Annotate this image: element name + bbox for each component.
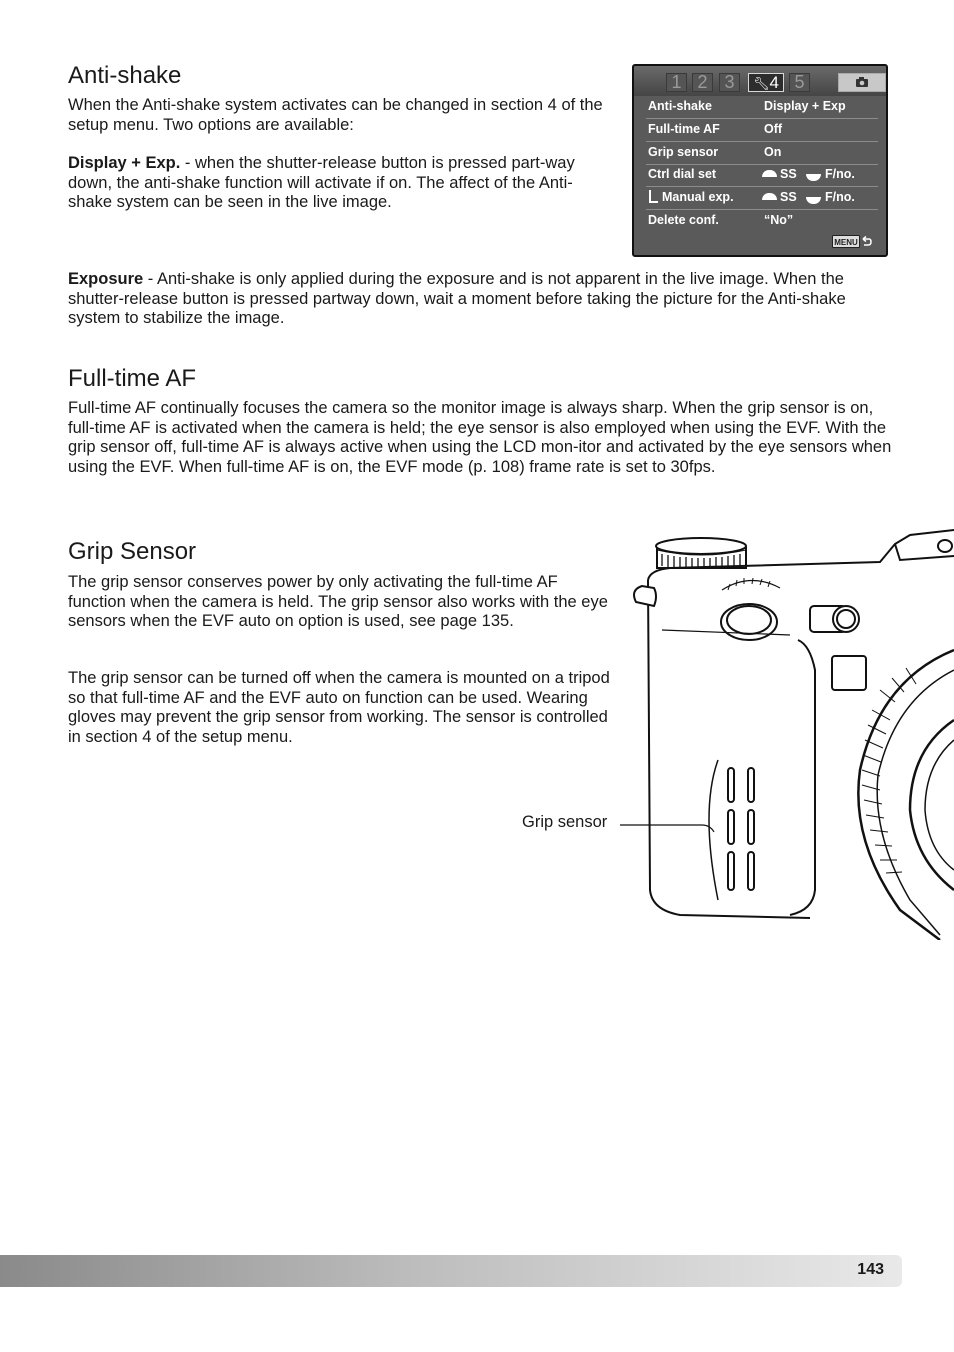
menu-row-manual-exp <box>646 187 878 210</box>
menu-row-value: SS <box>780 190 797 204</box>
menu-return-icon <box>832 235 872 248</box>
anti-shake-intro: When the Anti-shake system activates can be changed in section 4 of the setup menu. Two options are available: <box>68 96 603 134</box>
menu-row-value: On <box>764 145 782 159</box>
wrench-icon: 🔧︎ <box>753 76 770 91</box>
tab-3: 3 <box>719 73 740 92</box>
display-exp-text: - when the shutter-release button is pressed part-way down, the anti-shake function will activate if on. The affect of the Anti-shake system can be seen in the live image. <box>68 154 575 211</box>
grip-sensor-para-1: The grip sensor conserves power by only activating the full-time AF function when the camera is held. The grip sensor also works with the eye sensors when the EVF auto on option is used, see page 135. <box>68 573 608 630</box>
menu-row-label: Grip sensor <box>648 145 719 159</box>
menu-row-label: Ctrl dial set <box>648 167 717 181</box>
rear-dial-icon <box>806 174 821 181</box>
camera-icon <box>855 76 869 88</box>
full-time-af-heading: Full-time AF <box>68 365 197 392</box>
menu-row-value: SS <box>780 167 797 181</box>
menu-row-label: Manual exp. <box>662 190 734 204</box>
menu-row-full-time-af <box>646 119 878 142</box>
menu-row-grip-sensor <box>646 142 878 165</box>
front-dial-icon <box>762 170 777 177</box>
grip-sensor-heading: Grip Sensor <box>68 538 197 565</box>
full-time-af-text: Full-time AF continually focuses the camera so the monitor image is always sharp. When the grip sensor is on, full-time AF is activated when the camera is held; the eye sensor is also employed when using the EVF. With the grip sensor off, full-time AF is always active when using the LCD mon-itor and activated by the eye sensors when using the EVF. When full-time AF is on, the EVF mode (p. 108) frame rate is set to 30fps. <box>68 399 892 476</box>
exposure-text: - Anti-shake is only applied during the exposure and is not apparent in the live image. When the shutter-release button is pressed partway down, wait a moment before taking the picture for the Anti-shake system to stabilize the image. <box>68 270 846 327</box>
menu-row-value-2: F/no. <box>825 167 855 181</box>
exposure-paragraph <box>68 270 898 329</box>
tab-4-label: 4 <box>769 73 779 92</box>
menu-row-value: Display + Exp <box>764 99 846 113</box>
menu-row-label: Delete conf. <box>648 213 719 227</box>
anti-shake-heading: Anti-shake <box>68 62 182 89</box>
front-dial-icon <box>762 193 777 200</box>
grip-sensor-callout: Grip sensor <box>522 813 608 831</box>
menu-row-value: “No” <box>764 213 794 227</box>
menu-tabs <box>634 66 886 96</box>
menu-row-label: Full-time AF <box>648 122 720 136</box>
menu-row-ctrl-dial-set <box>646 164 878 187</box>
menu-row-delete-conf <box>646 210 878 232</box>
tab-1: 1 <box>666 73 687 92</box>
menu-row-anti-shake <box>646 96 878 119</box>
rear-dial-icon <box>806 197 821 204</box>
svg-text:MENU: MENU <box>834 238 858 247</box>
sub-item-bracket-icon <box>648 190 658 207</box>
tab-camera <box>838 73 886 92</box>
display-exp-paragraph <box>68 154 608 213</box>
page-number: 143 <box>857 1261 884 1278</box>
menu-row-value: Off <box>764 122 783 136</box>
exposure-term: Exposure <box>68 270 144 288</box>
display-exp-term: Display + Exp. <box>68 154 181 172</box>
tab-4-active <box>748 73 784 92</box>
menu-row-label: Anti-shake <box>648 99 712 113</box>
menu-row-value-2: F/no. <box>825 190 855 204</box>
grip-sensor-para-2: The grip sensor can be turned off when the camera is mounted on a tripod so that full-time AF and the EVF auto on function can be used. Wearing gloves may prevent the grip sensor from working. The sensor is controlled in section 4 of the setup menu. <box>68 669 610 746</box>
footer-bar <box>0 1255 902 1287</box>
tab-5: 5 <box>789 73 810 92</box>
camera-illustration <box>610 510 954 940</box>
tab-2: 2 <box>692 73 713 92</box>
setup-menu-screen <box>632 64 888 257</box>
